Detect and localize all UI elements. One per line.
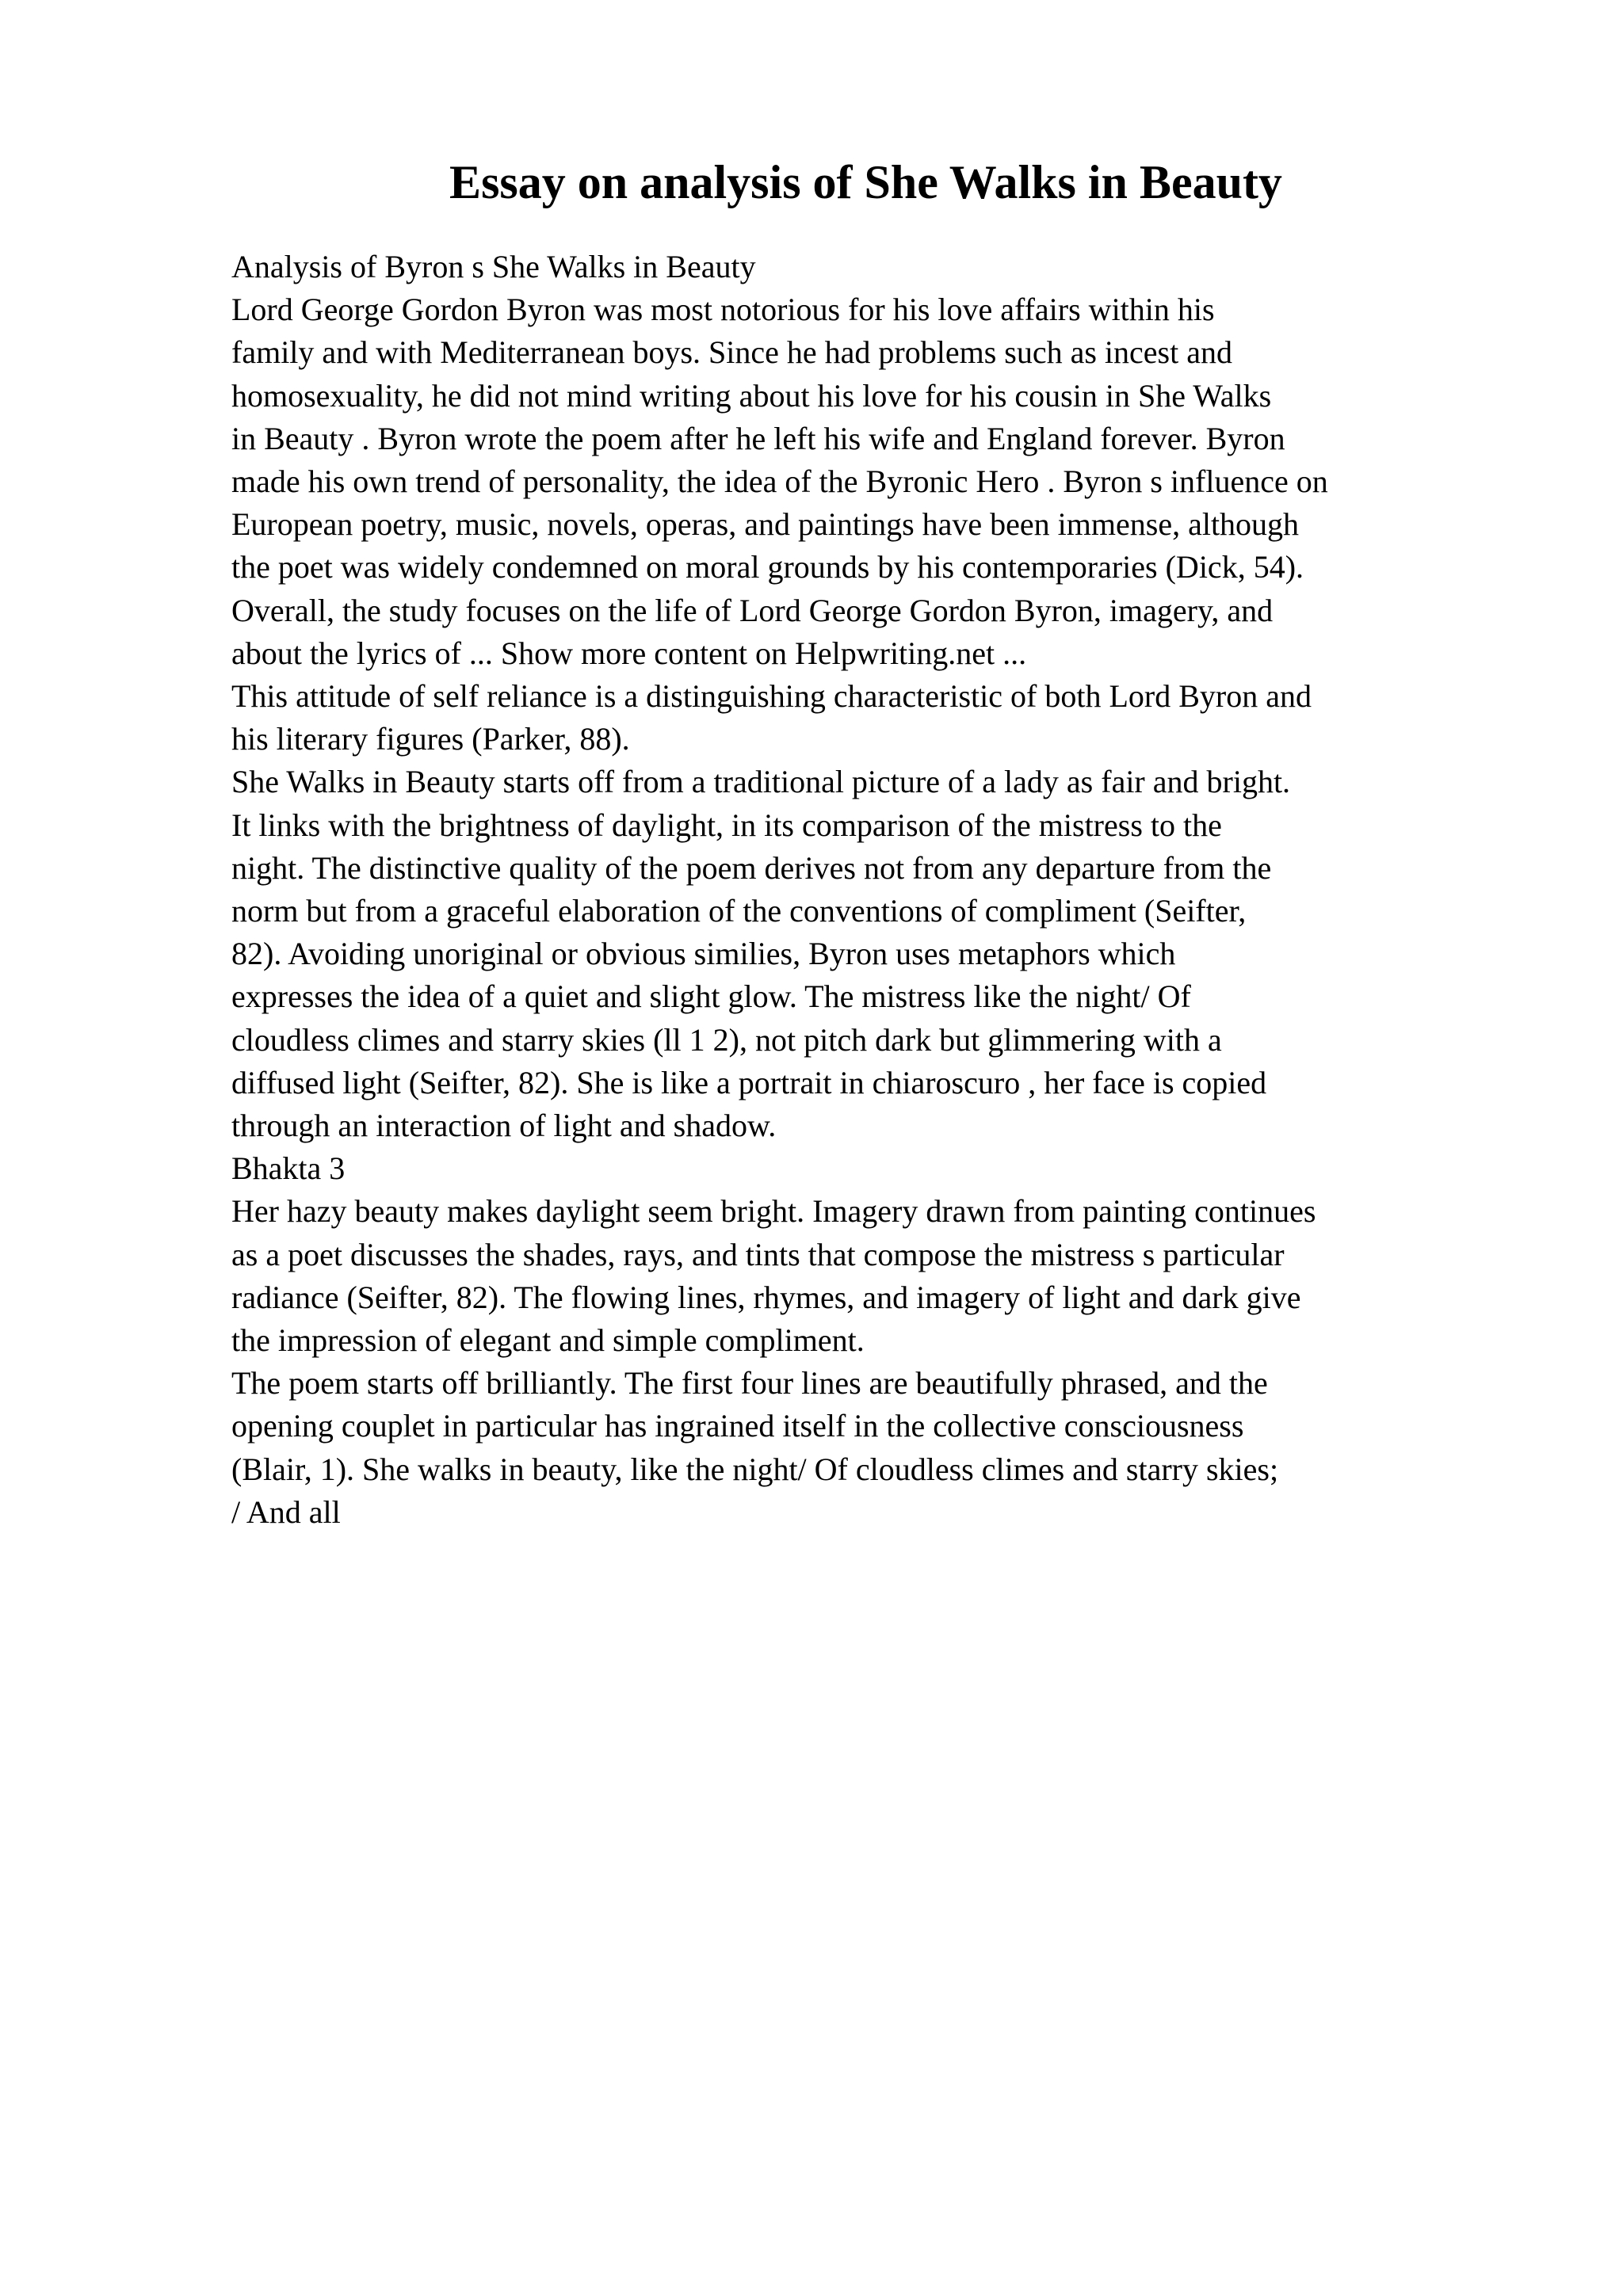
text-line: opening couplet in particular has ingrained itself in the collective consciousness (231, 1408, 1244, 1444)
text-line: Her hazy beauty makes daylight seem bright. Imagery drawn from painting continues (231, 1193, 1316, 1230)
text-line: through an interaction of light and shadow. (231, 1108, 777, 1144)
text-line: / And all (231, 1493, 341, 1530)
text-line: Analysis of Byron s She Walks in Beauty (231, 249, 756, 284)
text-line: 82). Avoiding unoriginal or obvious similies, Byron uses metaphors which (231, 936, 1176, 972)
text-line: This attitude of self reliance is a distinguishing characteristic of both Lord Byron and (231, 678, 1312, 715)
text-line: as a poet discusses the shades, rays, and tints that compose the mistress s particular (231, 1236, 1285, 1272)
text-line: Overall, the study focuses on the life of Lord George Gordon Byron, imagery, and (231, 592, 1274, 628)
text-line: night. The distinctive quality of the poem derives not from any departure from the (231, 849, 1272, 886)
text-line: cloudless climes and starry skies (ll 1 2), not pitch dark but glimmering with a (231, 1021, 1222, 1058)
document-title: Essay on analysis of She Walks in Beauty (449, 156, 1282, 208)
text-line: radiance (Seifter, 82). The flowing lines, rhymes, and imagery of light and dark give (231, 1279, 1301, 1315)
text-line: family and with Mediterranean boys. Since he had problems such as incest and (231, 334, 1232, 371)
text-line: It links with the brightness of daylight, in its comparison of the mistress to the (231, 807, 1222, 843)
text-line: European poetry, music, novels, operas, and paintings have been immense, although (231, 506, 1300, 543)
text-line: the impression of elegant and simple compliment. (231, 1322, 865, 1359)
text-line: (Blair, 1). She walks in beauty, like the night/ Of cloudless climes and starry skies; (231, 1451, 1279, 1487)
text-line: made his own trend of personality, the idea of the Byronic Hero . Byron s influence on (231, 463, 1328, 500)
text-line: about the lyrics of ... Show more content on Helpwriting.net ... (231, 635, 1027, 671)
page-header-line: Bhakta 3 (231, 1150, 346, 1187)
text-line: Lord George Gordon Byron was most notorious for his love affairs within his (231, 292, 1215, 328)
text-line: norm but from a graceful elaboration of the conventions of compliment (Seifter, (231, 893, 1247, 929)
text-line: expresses the idea of a quiet and slight glow. The mistress like the night/ Of (231, 978, 1191, 1015)
document-body (231, 246, 1594, 1534)
text-line: the poet was widely condemned on moral grounds by his contemporaries (Dick, 54). (231, 549, 1304, 585)
text-line: in Beauty . Byron wrote the poem after he left his wife and England forever. Byron (231, 420, 1285, 456)
text-line: homosexuality, he did not mind writing about his love for his cousin in She Walks (231, 377, 1272, 414)
text-line: She Walks in Beauty starts off from a traditional picture of a lady as fair and bright. (231, 764, 1291, 800)
text-line: The poem starts off brilliantly. The first four lines are beautifully phrased, and the (231, 1365, 1268, 1402)
text-line: his literary figures (Parker, 88). (231, 721, 630, 757)
text-line: diffused light (Seifter, 82). She is like a portrait in chiaroscuro , her face is copied (231, 1064, 1267, 1100)
